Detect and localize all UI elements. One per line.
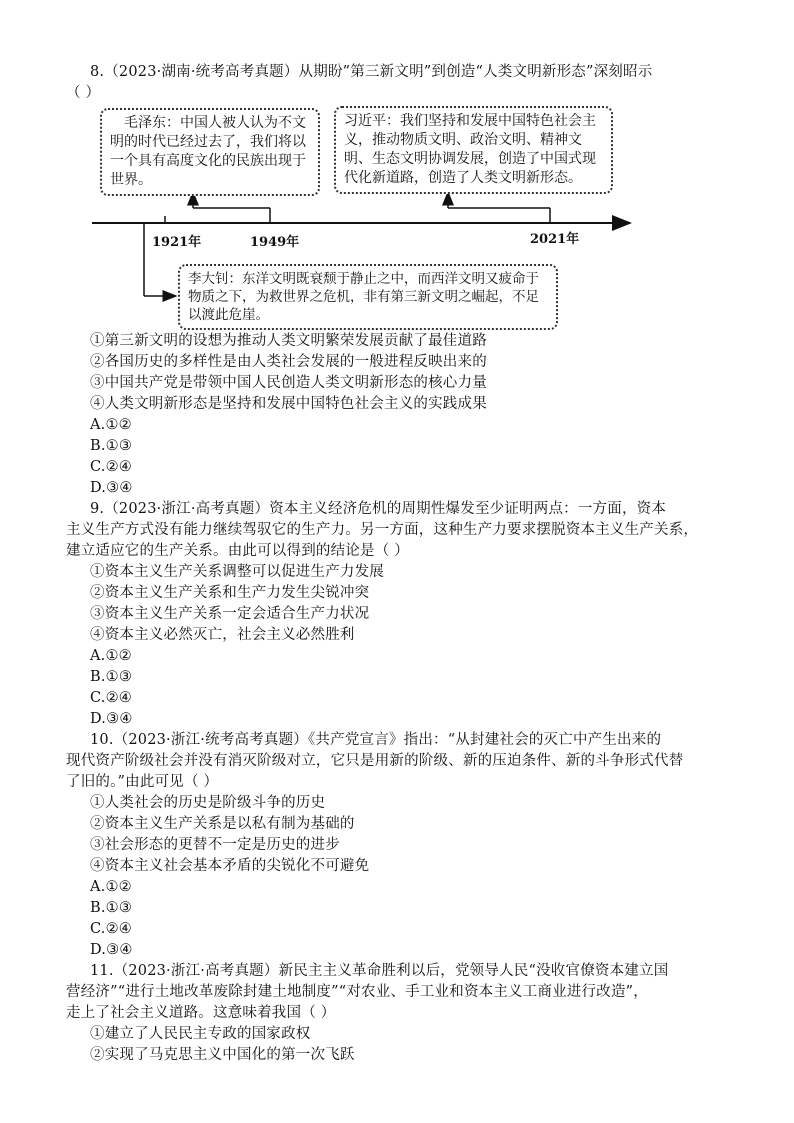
q11-stem-line-3: 走上了社会主义道路。这意味着我国（ ） [66, 1005, 336, 1021]
quote-box-li [178, 264, 558, 330]
q8-stem-line-2: （ ） [66, 85, 101, 101]
q8-stem-line-1: 8.（2023·湖南·统考高考真题）从期盼”第三新文明”到创造“人类文明新形态”深刻昭示 [90, 64, 653, 80]
q9-stem-line-3: 建立适应它的生产关系。由此可以得到的结论是（ ） [66, 543, 409, 559]
quote-li-text: 李大钊：东洋文明既衰颓于静止之中，而西洋文明又疲命于物质之下，为救世界之危机，非有第三新文明之崛起，不足以渡此危崖。 [188, 271, 539, 323]
quote-box-xi [334, 106, 613, 194]
q10-choice-b: B.①③ [90, 900, 133, 916]
year-label-2021: 2021年 [530, 232, 580, 247]
q11-option-2: ②实现了马克思主义中国化的第一次飞跃 [90, 1047, 355, 1063]
q10-choice-c: C.②④ [90, 921, 132, 937]
q8-choice-a: A.①② [90, 417, 132, 433]
q8-choice-c: C.②④ [90, 459, 132, 475]
q10-stem-line-1: 10.（2023·浙江·统考高考真题）《共产党宣言》指出：“从封建社会的灭亡中产生出来的 [90, 732, 662, 748]
q9-option-1: ①资本主义生产关系调整可以促进生产力发展 [90, 564, 384, 580]
quote-xi-text: 习近平：我们坚持和发展中国特色社会主义，推动物质文明、政治文明、精神文明、生态文明协调发展，创造了中国式现代化新道路，创造了人类文明新形态。 [344, 113, 596, 186]
q9-stem-line-1: 9.（2023·浙江·高考真题）资本主义经济危机的周期性爆发至少证明两点：一方面，资本 [90, 501, 667, 517]
q11-stem-line-1: 11.（2023·浙江·高考真题）新民主主义革命胜利以后，党领导人民“没收官僚资本建立国 [90, 963, 669, 979]
quote-box-mao [100, 108, 320, 196]
q10-stem-line-3: 了旧的。”由此可见（ ） [66, 774, 219, 790]
q9-stem-line-2: 主义生产方式没有能力继续驾驭它的生产力。另一方面，这种生产力要求摆脱资本主义生产关系， [66, 522, 699, 538]
quote-mao-text: 毛泽东：中国人被人认为不文明的时代已经过去了，我们将以一个具有高度文化的民族出现于世界。 [110, 115, 306, 188]
q9-option-3: ③资本主义生产关系一定会适合生产力状况 [90, 606, 370, 622]
q9-choice-d: D.③④ [90, 711, 133, 727]
q10-option-2: ②资本主义生产关系是以私有制为基础的 [90, 816, 355, 832]
q8-option-4: ④人类文明新形态是坚持和发展中国特色社会主义的实践成果 [90, 396, 487, 412]
q8-option-3: ③中国共产党是带领中国人民创造人类文明新形态的核心力量 [90, 375, 487, 391]
q11-option-1: ①建立了人民民主专政的国家政权 [90, 1026, 311, 1042]
q8-choice-d: D.③④ [90, 480, 133, 496]
q10-choice-a: A.①② [90, 879, 132, 895]
q10-option-3: ③社会形态的更替不一定是历史的进步 [90, 837, 340, 853]
q8-option-1: ①第三新文明的设想为推动人类文明繁荣发展贡献了最佳道路 [90, 333, 487, 349]
q8-choice-b: B.①③ [90, 438, 133, 454]
q10-option-4: ④资本主义社会基本矛盾的尖锐化不可避免 [90, 858, 370, 874]
q11-stem-line-2: 营经济”“进行土地改革废除封建土地制度”“对农业、手工业和资本主义工商业进行改造”， [66, 984, 648, 1000]
q10-stem-line-2: 现代资产阶级社会并没有消灭阶级对立，它只是用新的阶级、新的压迫条件、新的斗争形式代替 [66, 753, 684, 769]
q8-timeline-figure [90, 104, 650, 329]
q9-option-2: ②资本主义生产关系和生产力发生尖锐冲突 [90, 585, 370, 601]
year-label-1949: 1949年 [250, 235, 300, 250]
q9-choice-c: C.②④ [90, 690, 132, 706]
q9-choice-b: B.①③ [90, 669, 133, 685]
q8-option-2: ②各国历史的多样性是由人类社会发展的一般进程反映出来的 [90, 354, 487, 370]
q9-choice-a: A.①② [90, 648, 132, 664]
q9-option-4: ④资本主义必然灭亡，社会主义必然胜利 [90, 627, 355, 643]
q10-choice-d: D.③④ [90, 942, 133, 958]
year-label-1921: 1921年 [152, 235, 202, 250]
q10-option-1: ①人类社会的历史是阶级斗争的历史 [90, 795, 326, 811]
